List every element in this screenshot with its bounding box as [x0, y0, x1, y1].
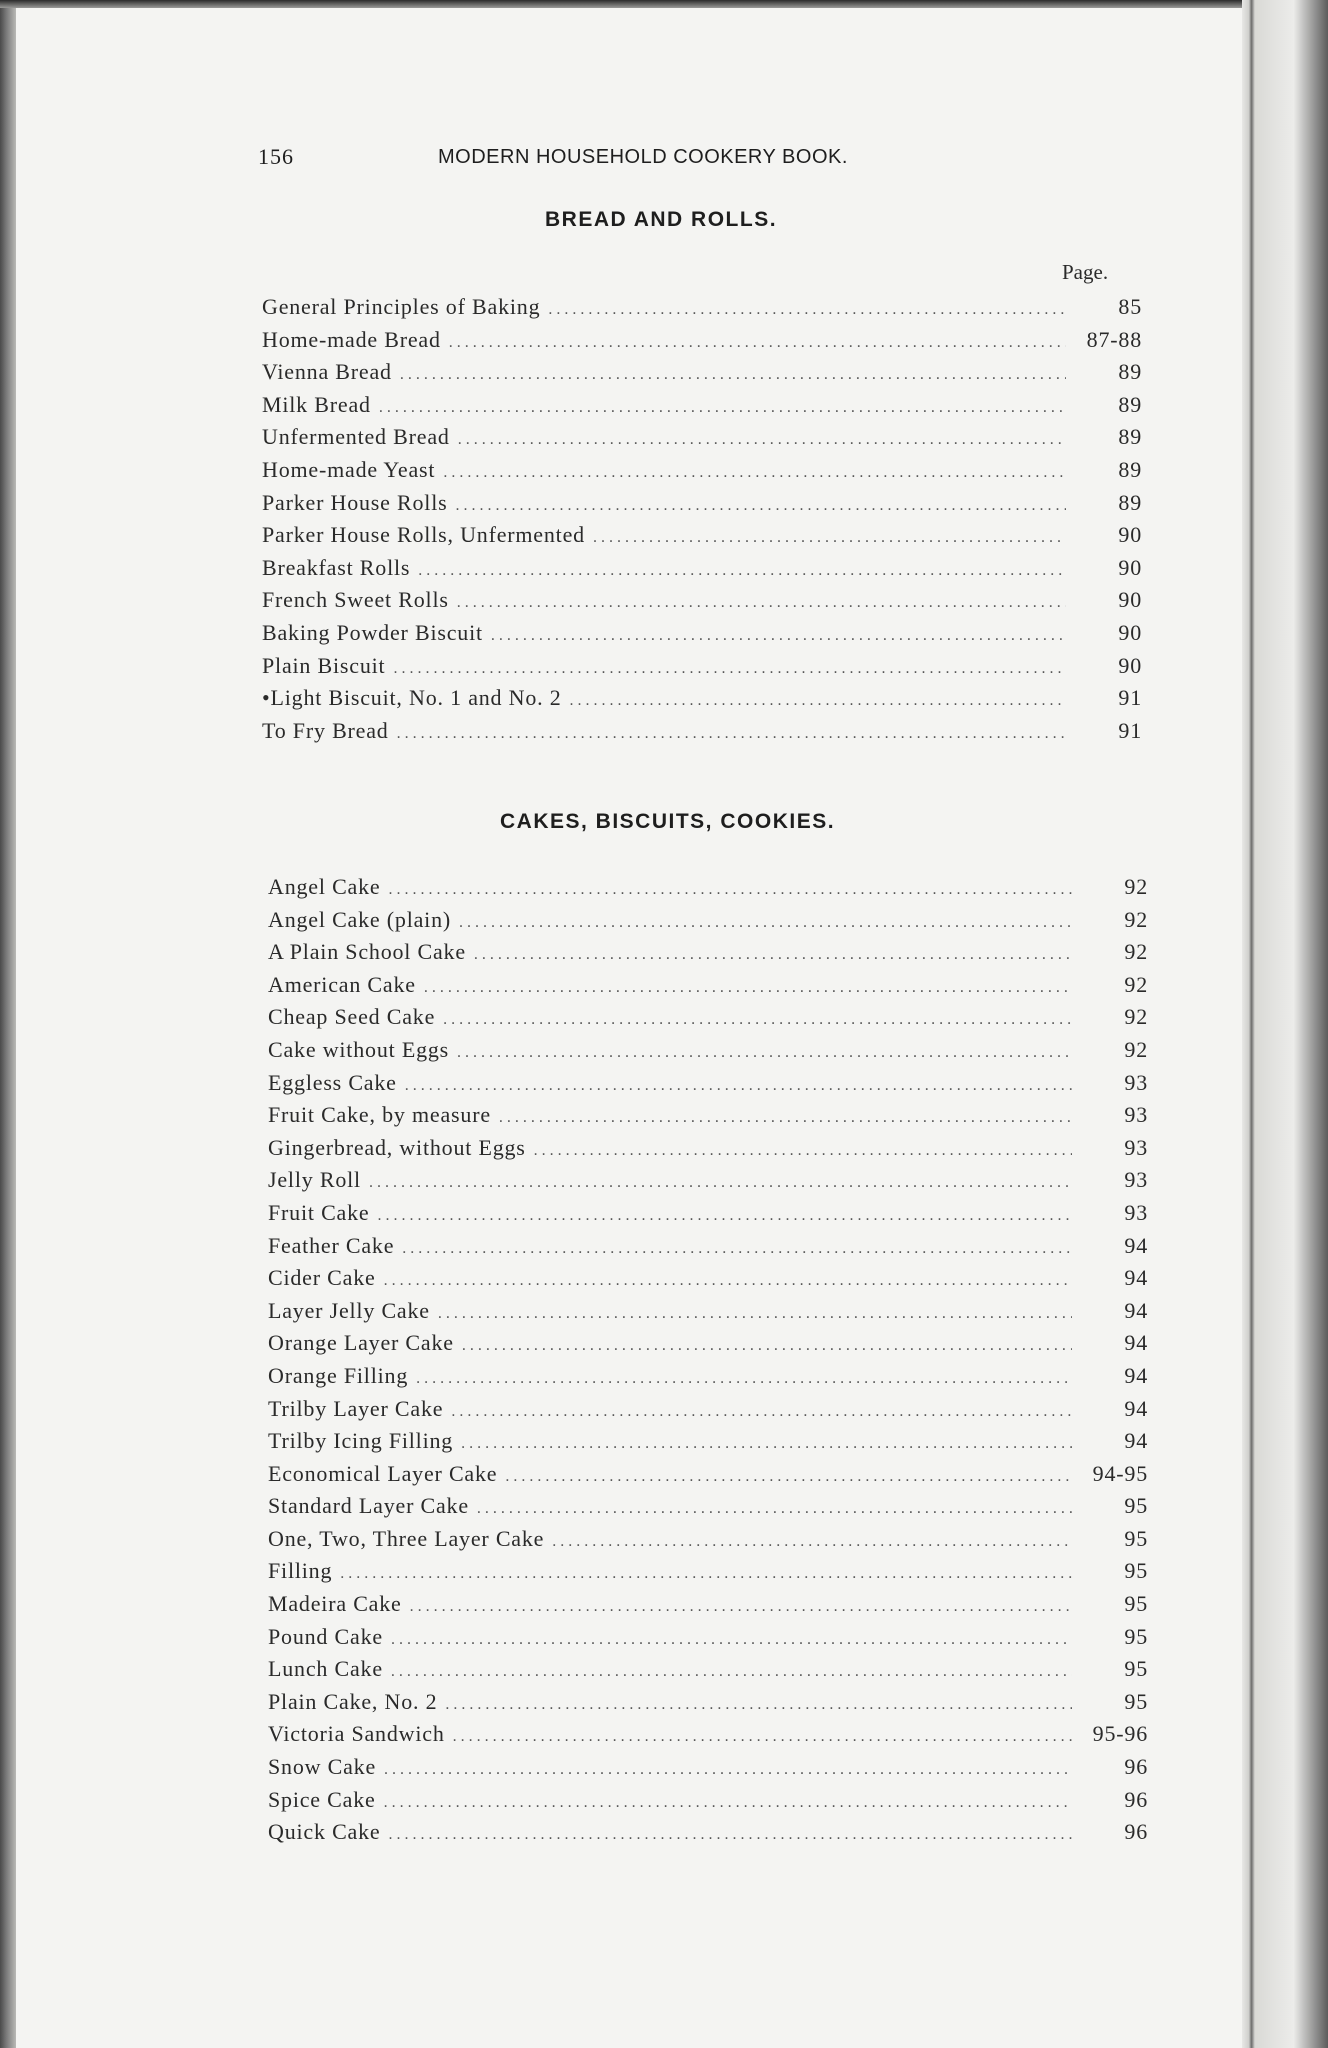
page-header — [258, 144, 1138, 174]
dot-leader — [462, 1337, 1072, 1355]
toc-entry-title: Fruit Cake — [268, 1199, 370, 1225]
toc-entry-page: 93 — [1124, 1102, 1148, 1128]
section-title-bread: BREAD AND ROLLS. — [545, 208, 778, 231]
toc-entry-title: Plain Biscuit — [262, 652, 386, 678]
toc-entry-page: 92 — [1124, 874, 1148, 899]
running-title: MODERN HOUSEHOLD COOKERY BOOK. — [438, 146, 848, 168]
toc-entry-page: 93 — [1124, 1167, 1148, 1193]
toc-entry-page: 91 — [1118, 685, 1142, 711]
toc-entry-page: 95-96 — [1092, 1721, 1148, 1747]
toc-entry-title: Lunch Cake — [268, 1656, 383, 1682]
toc-entry-page: 89 — [1118, 424, 1142, 450]
dot-leader — [405, 1077, 1072, 1095]
toc-entry-page: 96 — [1124, 1754, 1148, 1780]
toc-entry-page: 95 — [1124, 1688, 1148, 1714]
toc-entry-title: Milk Bread — [262, 391, 371, 417]
toc-entry-title: French Sweet Rolls — [262, 587, 449, 613]
toc-entry-title: Spice Cake — [268, 1786, 376, 1812]
dot-leader — [457, 594, 1066, 612]
toc-entry-title: Baking Powder Biscuit — [262, 619, 483, 645]
toc-entry-page: 92 — [1124, 1036, 1148, 1062]
dot-leader — [391, 1631, 1072, 1649]
dot-leader — [388, 1826, 1072, 1844]
toc-entry-page: 89 — [1118, 456, 1142, 482]
toc-entry — [268, 1135, 1148, 1168]
dot-leader — [505, 1468, 1072, 1486]
toc-entry — [268, 972, 1148, 1005]
toc-entry — [268, 1037, 1148, 1070]
toc-entry — [268, 1754, 1148, 1787]
toc-entry-page: 96 — [1124, 1786, 1148, 1812]
toc-entry-page: 89 — [1118, 489, 1142, 515]
dot-leader — [379, 399, 1066, 417]
toc-entry — [268, 1624, 1148, 1657]
toc-entry — [268, 1721, 1148, 1754]
toc-entry-page: 93 — [1124, 1069, 1148, 1095]
dot-leader — [445, 1696, 1072, 1714]
toc-entry — [268, 1689, 1148, 1722]
page-column-label: Page. — [1062, 260, 1109, 284]
toc-entry — [268, 1167, 1148, 1200]
adjacent-page-edge — [1242, 0, 1328, 2048]
toc-entry-title: •Light Biscuit, No. 1 and No. 2 — [262, 685, 562, 711]
toc-entry-page: 92 — [1124, 906, 1148, 932]
toc-entry-title: Snow Cake — [268, 1754, 377, 1780]
toc-entry-page: 94 — [1124, 1428, 1148, 1454]
toc-entry-title: One, Two, Three Layer Cake — [268, 1525, 545, 1551]
toc-entry — [268, 1298, 1148, 1331]
toc-entry-page: 93 — [1124, 1199, 1148, 1225]
toc-entry-page: 89 — [1118, 359, 1142, 385]
toc-entry — [262, 522, 1142, 555]
toc-entry-page: 94 — [1124, 1395, 1148, 1421]
toc-entry-page: 90 — [1118, 652, 1142, 678]
toc-entry — [268, 1070, 1148, 1103]
toc-list-bread — [262, 294, 1142, 750]
toc-entry-title: Home-made Bread — [262, 326, 441, 352]
toc-entry-title: Orange Filling — [268, 1362, 409, 1388]
dot-leader — [424, 979, 1072, 997]
toc-entry — [268, 1233, 1148, 1266]
toc-entry-title: Parker House Rolls — [262, 489, 448, 515]
toc-entry-title: Home-made Yeast — [262, 456, 436, 482]
toc-entry — [262, 457, 1142, 490]
toc-entry — [268, 1819, 1148, 1852]
toc-entry — [268, 1526, 1148, 1559]
toc-entry — [268, 907, 1148, 940]
dot-leader — [438, 1305, 1072, 1323]
toc-list-cakes — [268, 874, 1148, 1852]
toc-entry-page: 96 — [1124, 1819, 1148, 1845]
toc-entry-page: 90 — [1118, 619, 1142, 645]
dot-leader — [534, 1142, 1072, 1160]
toc-entry — [262, 685, 1142, 718]
toc-entry-title: Victoria Sandwich — [268, 1721, 445, 1747]
dot-leader — [384, 1761, 1072, 1779]
toc-entry-page: 92 — [1124, 971, 1148, 997]
toc-entry-page: 92 — [1124, 939, 1148, 965]
toc-entry-title: Standard Layer Cake — [268, 1493, 469, 1519]
dot-leader — [552, 1533, 1072, 1551]
toc-entry-page: 94 — [1124, 1362, 1148, 1388]
toc-entry — [268, 1558, 1148, 1591]
toc-entry-title: Fruit Cake, by measure — [268, 1102, 491, 1128]
toc-entry-page: 94 — [1124, 1265, 1148, 1291]
toc-entry-title: Layer Jelly Cake — [268, 1297, 430, 1323]
dot-leader — [499, 1109, 1072, 1127]
dot-leader — [369, 1174, 1072, 1192]
toc-entry-title: Parker House Rolls, Unfermented — [262, 522, 585, 548]
toc-entry — [268, 1330, 1148, 1363]
toc-entry-title: Quick Cake — [268, 1819, 381, 1845]
toc-entry-title: Jelly Roll — [268, 1167, 361, 1193]
dot-leader — [400, 366, 1066, 384]
toc-entry — [262, 587, 1142, 620]
toc-entry-page: 85 — [1118, 294, 1142, 319]
toc-entry — [268, 874, 1148, 907]
toc-entry-page: 89 — [1118, 391, 1142, 417]
dot-leader — [416, 1370, 1072, 1388]
toc-entry — [268, 1004, 1148, 1037]
toc-entry-title: Gingerbread, without Eggs — [268, 1134, 526, 1160]
toc-entry-title: Orange Layer Cake — [268, 1330, 454, 1356]
dot-leader — [461, 1435, 1072, 1453]
dot-leader — [397, 725, 1066, 743]
toc-entry-title: To Fry Bread — [262, 717, 389, 743]
toc-entry — [268, 939, 1148, 972]
dot-leader — [384, 1794, 1072, 1812]
dot-leader — [443, 1011, 1072, 1029]
toc-entry-page: 95 — [1124, 1558, 1148, 1584]
toc-entry — [262, 359, 1142, 392]
toc-entry-page: 95 — [1124, 1525, 1148, 1551]
toc-entry-page: 87-88 — [1086, 326, 1142, 352]
dot-leader — [477, 1500, 1072, 1518]
toc-entry-title: Trilby Icing Filling — [268, 1428, 454, 1454]
toc-entry — [262, 653, 1142, 686]
toc-entry — [262, 555, 1142, 588]
toc-entry — [268, 1461, 1148, 1494]
toc-entry-title: A Plain School Cake — [268, 939, 466, 965]
toc-entry-title: Trilby Layer Cake — [268, 1395, 444, 1421]
toc-entry-title: Vienna Bread — [262, 359, 392, 385]
toc-entry-page: 90 — [1118, 522, 1142, 548]
toc-entry-page: 94-95 — [1092, 1460, 1148, 1486]
toc-entry-title: Plain Cake, No. 2 — [268, 1688, 438, 1714]
dot-leader — [384, 1272, 1072, 1290]
toc-entry-page: 95 — [1124, 1591, 1148, 1617]
dot-leader — [418, 562, 1066, 580]
toc-entry-page: 92 — [1124, 1004, 1148, 1030]
toc-entry-page: 91 — [1118, 717, 1142, 743]
toc-entry-title: Cider Cake — [268, 1265, 376, 1291]
toc-entry-title: Economical Layer Cake — [268, 1460, 498, 1486]
toc-entry-page: 90 — [1118, 587, 1142, 613]
dot-leader — [393, 660, 1066, 678]
dot-leader — [456, 497, 1067, 515]
toc-entry — [268, 1200, 1148, 1233]
toc-entry-title: Madeira Cake — [268, 1591, 402, 1617]
dot-leader — [570, 692, 1066, 710]
section-title-cakes: CAKES, BISCUITS, COOKIES. — [500, 810, 836, 833]
toc-entry-title: Filling — [268, 1558, 333, 1584]
toc-entry — [268, 1363, 1148, 1396]
toc-entry-title: Cake without Eggs — [268, 1036, 450, 1062]
toc-entry — [268, 1102, 1148, 1135]
toc-entry — [268, 1656, 1148, 1689]
book-binding-edge — [0, 0, 16, 2048]
scan-top-edge — [0, 0, 1328, 8]
toc-entry-page: 95 — [1124, 1656, 1148, 1682]
toc-entry — [268, 1591, 1148, 1624]
dot-leader — [388, 881, 1072, 899]
dot-leader — [340, 1565, 1072, 1583]
toc-entry — [262, 718, 1142, 751]
toc-entry-page: 95 — [1124, 1493, 1148, 1519]
dot-leader — [457, 1044, 1072, 1062]
toc-entry — [262, 392, 1142, 425]
dot-leader — [402, 1240, 1072, 1258]
toc-entry-title: Pound Cake — [268, 1623, 383, 1649]
toc-entry — [268, 1428, 1148, 1461]
toc-entry — [262, 490, 1142, 523]
toc-entry-page: 94 — [1124, 1297, 1148, 1323]
toc-entry — [262, 327, 1142, 360]
dot-leader — [451, 1403, 1072, 1421]
toc-entry-title: Unfermented Bread — [262, 424, 450, 450]
toc-entry — [268, 1493, 1148, 1526]
dot-leader — [453, 1728, 1072, 1746]
toc-entry-page: 94 — [1124, 1330, 1148, 1356]
dot-leader — [593, 529, 1066, 547]
dot-leader — [449, 334, 1066, 352]
toc-entry — [268, 1265, 1148, 1298]
dot-leader — [459, 914, 1072, 932]
dot-leader — [378, 1207, 1073, 1225]
toc-entry-title: Angel Cake — [268, 874, 381, 899]
page-number: 156 — [258, 144, 294, 169]
toc-entry-page: 90 — [1118, 554, 1142, 580]
toc-entry-title: Feather Cake — [268, 1232, 395, 1258]
toc-entry — [262, 294, 1142, 327]
toc-entry — [268, 1396, 1148, 1429]
toc-entry-title: American Cake — [268, 971, 416, 997]
toc-entry-title: Breakfast Rolls — [262, 554, 411, 580]
toc-entry-page: 93 — [1124, 1134, 1148, 1160]
toc-entry — [262, 620, 1142, 653]
dot-leader — [410, 1598, 1072, 1616]
toc-entry — [262, 424, 1142, 457]
dot-leader — [474, 946, 1072, 964]
toc-entry — [268, 1787, 1148, 1820]
dot-leader — [491, 627, 1066, 645]
dot-leader — [548, 301, 1066, 319]
dot-leader — [391, 1663, 1072, 1681]
dot-leader — [443, 464, 1066, 482]
toc-entry-title: Angel Cake (plain) — [268, 906, 452, 932]
toc-entry-page: 94 — [1124, 1232, 1148, 1258]
toc-entry-title: Cheap Seed Cake — [268, 1004, 436, 1030]
toc-entry-title: Eggless Cake — [268, 1069, 397, 1095]
toc-entry-title: General Principles of Baking — [262, 294, 541, 319]
dot-leader — [458, 431, 1066, 449]
toc-entry-page: 95 — [1124, 1623, 1148, 1649]
